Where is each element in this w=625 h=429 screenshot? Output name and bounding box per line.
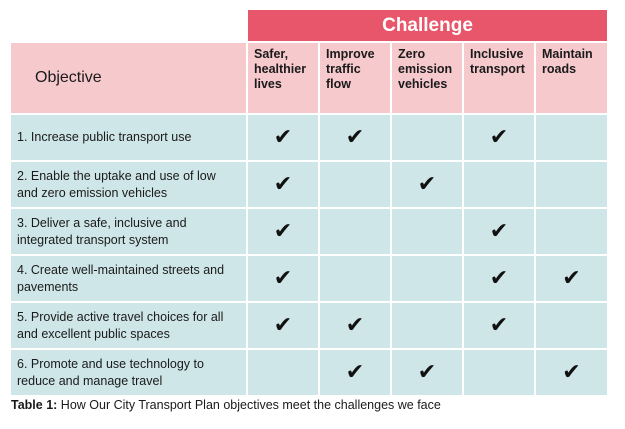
tick-icon: ✔ bbox=[391, 161, 463, 208]
tick-icon: ✔ bbox=[247, 255, 319, 302]
objectives-table-container bbox=[11, 10, 607, 395]
empty-cell bbox=[319, 255, 391, 302]
tick-icon: ✔ bbox=[391, 349, 463, 395]
empty-cell bbox=[535, 114, 607, 161]
blank-corner-cell bbox=[11, 10, 247, 42]
objective-cell: 2. Enable the uptake and use of low and zero emission vehicles bbox=[11, 161, 247, 208]
empty-cell bbox=[463, 161, 535, 208]
tick-icon: ✔ bbox=[319, 302, 391, 349]
table-row bbox=[11, 114, 607, 161]
table-row bbox=[11, 302, 607, 349]
empty-cell bbox=[247, 349, 319, 395]
challenge-header: Challenge bbox=[247, 10, 607, 42]
empty-cell bbox=[535, 161, 607, 208]
caption-text: How Our City Transport Plan objectives meet the challenges we face bbox=[57, 398, 441, 412]
objective-cell: 3. Deliver a safe, inclusive and integrated transport system bbox=[11, 208, 247, 255]
tick-icon: ✔ bbox=[463, 208, 535, 255]
empty-cell bbox=[319, 208, 391, 255]
tick-icon: ✔ bbox=[463, 255, 535, 302]
empty-cell bbox=[391, 114, 463, 161]
objective-cell: 4. Create well-maintained streets and pavements bbox=[11, 255, 247, 302]
challenge-column-header: Improve traffic flow bbox=[319, 42, 391, 114]
empty-cell bbox=[391, 255, 463, 302]
challenge-column-header: Maintain roads bbox=[535, 42, 607, 114]
empty-cell bbox=[463, 349, 535, 395]
empty-cell bbox=[319, 161, 391, 208]
empty-cell bbox=[535, 302, 607, 349]
empty-cell bbox=[535, 208, 607, 255]
table-caption bbox=[11, 398, 611, 412]
objective-cell: 6. Promote and use technology to reduce and manage travel bbox=[11, 349, 247, 395]
objective-cell: 5. Provide active travel choices for all and excellent public spaces bbox=[11, 302, 247, 349]
table-row bbox=[11, 349, 607, 395]
challenge-column-header: Zero emission vehicles bbox=[391, 42, 463, 114]
table-body bbox=[11, 114, 607, 395]
tick-icon: ✔ bbox=[247, 114, 319, 161]
tick-icon: ✔ bbox=[247, 302, 319, 349]
objective-cell: 1. Increase public transport use bbox=[11, 114, 247, 161]
table-row bbox=[11, 161, 607, 208]
empty-cell bbox=[391, 208, 463, 255]
challenge-column-header: Inclusive transport bbox=[463, 42, 535, 114]
caption-label: Table 1: bbox=[11, 398, 58, 412]
tick-icon: ✔ bbox=[535, 255, 607, 302]
objective-header: Objective bbox=[11, 42, 247, 114]
table-row bbox=[11, 255, 607, 302]
challenge-column-header: Safer, healthier lives bbox=[247, 42, 319, 114]
tick-icon: ✔ bbox=[319, 114, 391, 161]
tick-icon: ✔ bbox=[463, 302, 535, 349]
empty-cell bbox=[391, 302, 463, 349]
tick-icon: ✔ bbox=[247, 161, 319, 208]
tick-icon: ✔ bbox=[463, 114, 535, 161]
tick-icon: ✔ bbox=[247, 208, 319, 255]
table-row bbox=[11, 208, 607, 255]
tick-icon: ✔ bbox=[319, 349, 391, 395]
tick-icon: ✔ bbox=[535, 349, 607, 395]
objectives-challenges-table bbox=[11, 10, 607, 395]
